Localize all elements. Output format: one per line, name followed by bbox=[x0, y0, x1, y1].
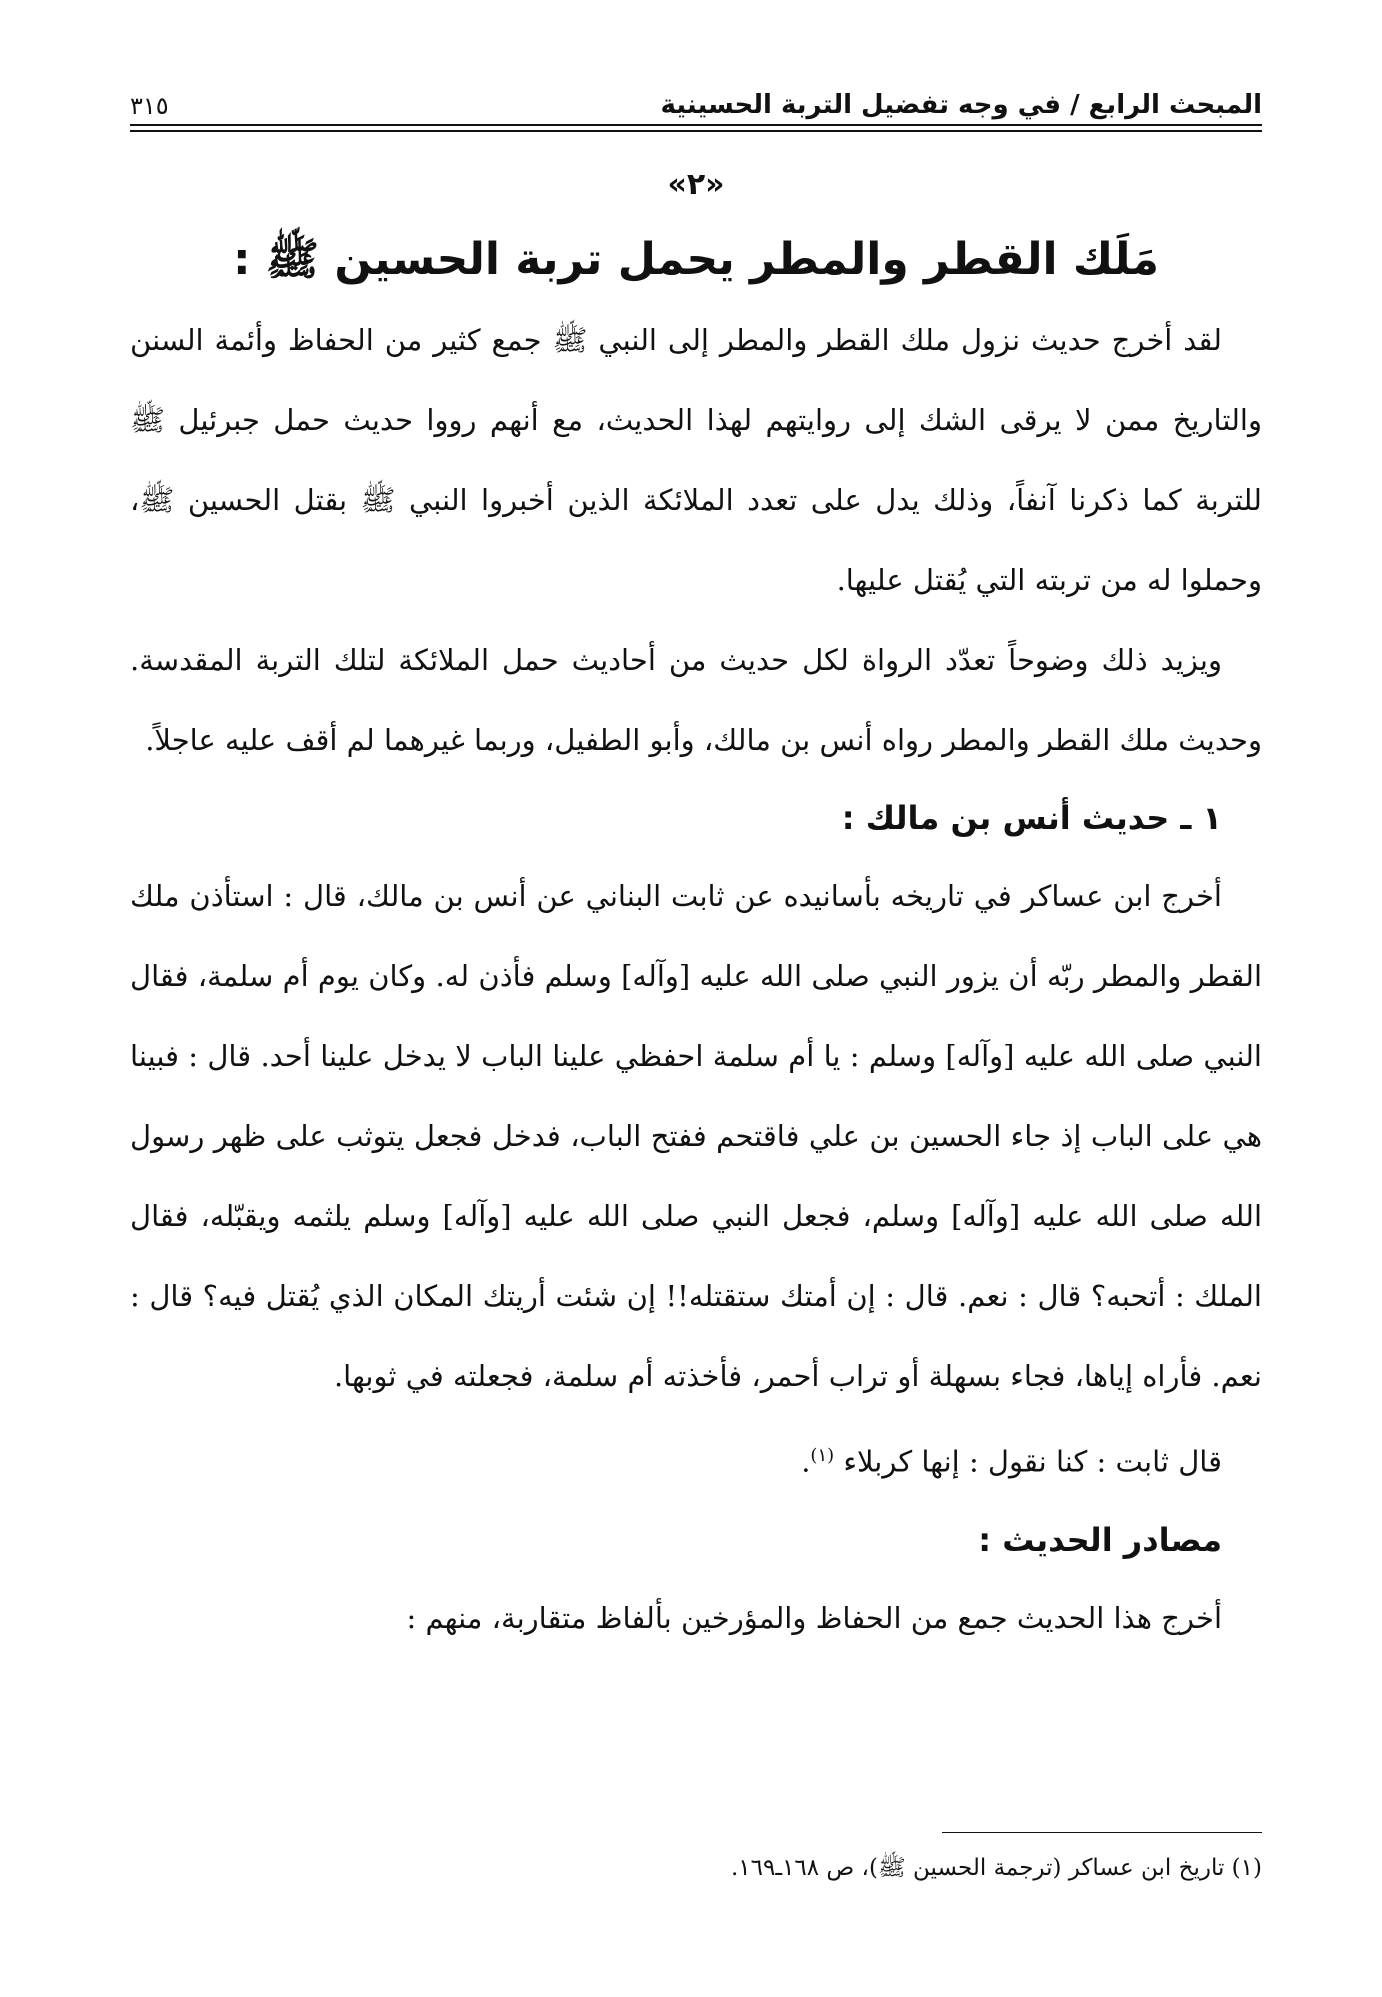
section-title: مَلَك القطر والمطر يحمل تربة الحسين ﷺ : bbox=[232, 234, 1160, 285]
footnote-rule bbox=[942, 1832, 1262, 1833]
running-header bbox=[130, 72, 1262, 120]
paragraph-intro: لقد أخرج حديث نزول ملك القطر والمطر إلى النبي ﷺ جمع كثير من الحفاظ وأئمة السنن والتاريخ ممن لا يرقى الشك إلى روايتهم لهذا الحديث، مع أنهم رووا حديث حمل جبرئيل ﷺ للتربة كما ذكرنا آنفاً، وذلك يدل على تعدد الملائكة الذين أخبروا النبي ﷺ بقتل الحسين ﷺ، وحملوا له من تربته التي يُقتل عليها. bbox=[130, 323, 1262, 597]
paragraph-hadith-text: أخرج ابن عساكر في تاريخه بأسانيده عن ثابت البناني عن أنس بن مالك، قال : استأذن ملك القطر والمطر ربّه أن يزور النبي صلى الله عليه [وآله] وسلم فأذن له. وكان يوم أم سلمة، فقال النبي صلى الله عليه [وآله] وسلم : يا أم سلمة احفظي علينا الباب لا يدخل علينا أحد. قال : فبينا هي على الباب إذ جاء الحسين بن علي فاقتحم ففتح الباب، فدخل فجعل يتوثب على ظهر رسول الله صلى الله عليه [وآله] وسلم، فجعل النبي صلى الله عليه [وآله] وسلم يلثمه ويقبّله، فقال الملك : أتحبه؟ قال : نعم. قال : إن أمتك ستقتله!! إن شئت أريتك المكان الذي يُقتل فيه؟ قال : نعم. فأراه إياها، فجاء بسهلة أو تراب أحمر، فأخذته أم سلمة، فجعلته في ثوبها. bbox=[130, 879, 1262, 1393]
footnote-ref-1[interactable]: (١) bbox=[810, 1445, 835, 1466]
running-title: المبحث الرابع / في وجه تفضيل التربة الحسينية bbox=[660, 90, 1262, 120]
paragraph-thabit bbox=[130, 1416, 1262, 1502]
main-content bbox=[130, 150, 1262, 1658]
paragraph-narrators: ويزيد ذلك وضوحاً تعدّد الرواة لكل حديث من أحاديث حمل الملائكة لتلك التربة المقدسة. وحديث ملك القطر والمطر رواه أنس بن مالك، وأبو الطفيل، وربما غيرهما لم أقف عليه عاجلاً. bbox=[130, 643, 1262, 757]
header-rule-bottom bbox=[130, 130, 1262, 132]
thabit-end: . bbox=[801, 1444, 811, 1479]
footnote-1: (١) تاريخ ابن عساكر (ترجمة الحسين ﷺ)، ص ١٦٨ـ١٦٩. bbox=[730, 1855, 1262, 1881]
section-number: «٢» bbox=[667, 167, 725, 202]
paragraph-sources-intro: أخرج هذا الحديث جمع من الحفاظ والمؤرخين بألفاظ متقاربة، منهم : bbox=[406, 1600, 1222, 1635]
subheading-anas-hadith: ١ ـ حديث أنس بن مالك : bbox=[841, 799, 1222, 837]
subheading-sources: مصادر الحديث : bbox=[978, 1520, 1222, 1559]
header-rule-top bbox=[130, 124, 1262, 126]
page-number: ٣١٥ bbox=[130, 92, 169, 120]
thabit-text: قال ثابت : كنا نقول : إنها كربلاء bbox=[843, 1444, 1222, 1479]
